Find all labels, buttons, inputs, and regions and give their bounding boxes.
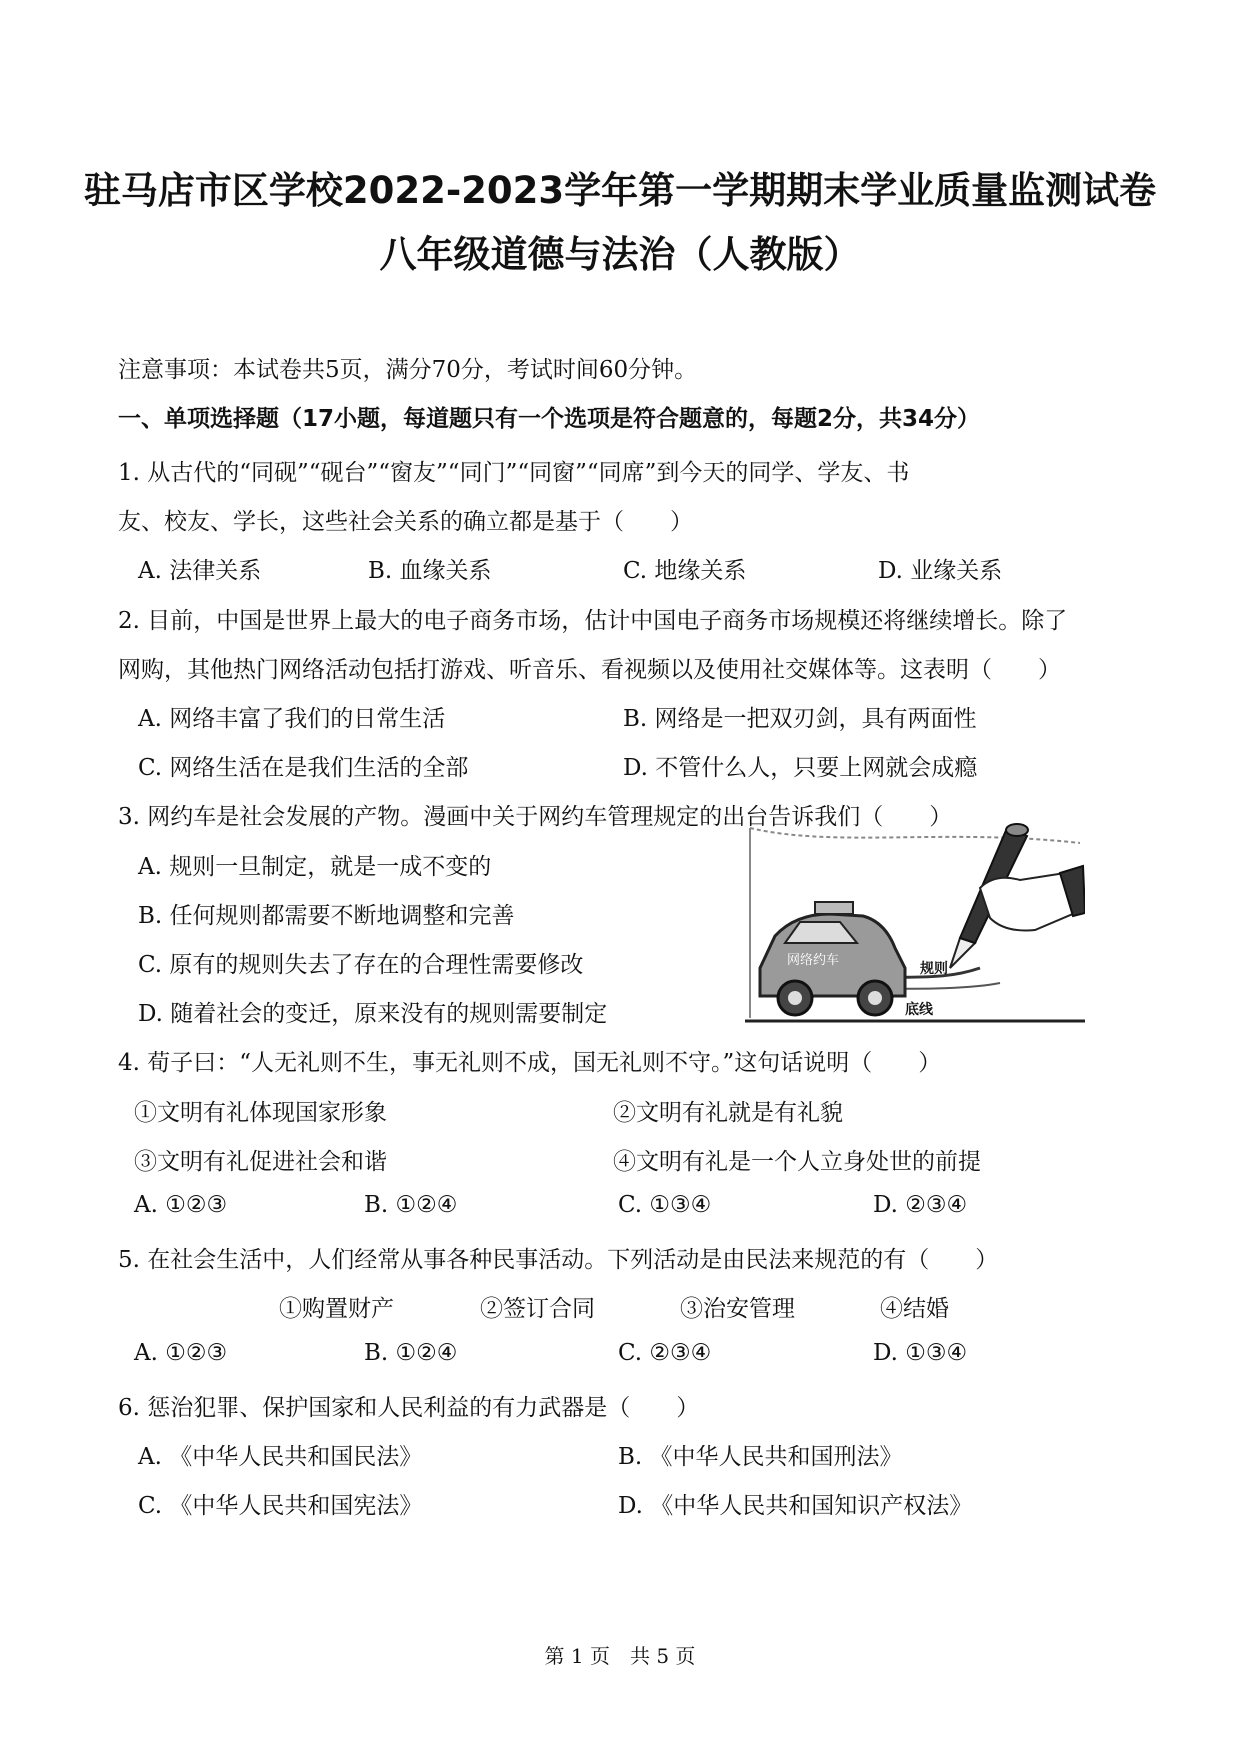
q4-statement-3: ③文明有礼促进社会和谐 (134, 1149, 387, 1175)
q1-option-d: D. 业缘关系 (878, 558, 1003, 584)
q5-statement-1: ①购置财产 (279, 1296, 394, 1322)
notice-text: 注意事项：本试卷共5页，满分70分，考试时间60分钟。 (118, 357, 698, 383)
q6-option-b: B. 《中华人民共和国刑法》 (618, 1444, 903, 1470)
q3-option-d: D. 随着社会的变迁，原来没有的规则需要制定 (138, 1001, 608, 1027)
q6-stem: 6. 惩治犯罪、保护国家和人民利益的有力武器是（ ） (118, 1395, 700, 1421)
q3-option-c: C. 原有的规则失去了存在的合理性需要修改 (138, 952, 584, 978)
q2-stem-line1: 2. 目前，中国是世界上最大的电子商务市场，估计中国电子商务市场规模还将继续增长。除了 (118, 608, 1068, 634)
q5-stem: 5. 在社会生活中，人们经常从事各种民事活动。下列活动是由民法来规范的有（ ） (118, 1247, 999, 1273)
q4-option-b: B. ①②④ (364, 1192, 458, 1218)
q2-option-a: A. 网络丰富了我们的日常生活 (138, 706, 446, 732)
q5-option-c: C. ②③④ (618, 1340, 712, 1366)
exam-subtitle: 八年级道德与法治（人教版） (379, 233, 861, 276)
page-footer: 第 1 页 共 5 页 (544, 1644, 696, 1668)
q5-option-b: B. ①②④ (364, 1340, 458, 1366)
q5-option-d: D. ①③④ (873, 1340, 968, 1366)
q4-option-d: D. ②③④ (873, 1192, 968, 1218)
q6-option-d: D. 《中华人民共和国知识产权法》 (618, 1493, 973, 1519)
q4-option-a: A. ①②③ (134, 1192, 228, 1218)
q3-option-b: B. 任何规则都需要不断地调整和完善 (138, 903, 515, 929)
q4-option-c: C. ①③④ (618, 1192, 712, 1218)
q2-stem-line2: 网购，其他热门网络活动包括打游戏、听音乐、看视频以及使用社交媒体等。这表明（ ） (118, 657, 1061, 683)
q5-statement-3: ③治安管理 (680, 1296, 795, 1322)
baseline-label: 底线 (905, 1002, 933, 1018)
q1-option-a: A. 法律关系 (138, 558, 262, 584)
q6-option-a: A. 《中华人民共和国民法》 (138, 1444, 423, 1470)
q1-option-c: C. 地缘关系 (623, 558, 747, 584)
q1-stem-line1: 1. 从古代的“同砚”“砚台”“窗友”“同门”“同窗”“同席”到今天的同学、学友、书 (118, 460, 910, 486)
q4-statement-4: ④文明有礼是一个人立身处世的前提 (613, 1149, 981, 1175)
q5-statement-4: ④结婚 (880, 1296, 949, 1322)
rule-label: 规则 (920, 961, 948, 977)
q1-stem-line2: 友、校友、学长，这些社会关系的确立都是基于（ ） (118, 509, 693, 535)
exam-title: 驻马店市区学校2022-2023学年第一学期期末学业质量监测试卷 (83, 169, 1157, 212)
q2-option-c: C. 网络生活在是我们生活的全部 (138, 755, 469, 781)
q4-stem: 4. 荀子曰：“人无礼则不生，事无礼则不成，国无礼则不守。”这句话说明（ ） (118, 1050, 942, 1076)
q1-option-b: B. 血缘关系 (368, 558, 492, 584)
cartoon-illustration (745, 818, 1085, 1026)
q2-option-b: B. 网络是一把双刃剑，具有两面性 (623, 706, 977, 732)
q3-stem: 3. 网约车是社会发展的产物。漫画中关于网约车管理规定的出台告诉我们（ ） (118, 804, 953, 830)
car-label: 网络约车 (787, 953, 840, 968)
q5-option-a: A. ①②③ (134, 1340, 228, 1366)
q4-statement-1: ①文明有礼体现国家形象 (134, 1100, 387, 1126)
q5-statement-2: ②签订合同 (480, 1296, 595, 1322)
q6-option-c: C. 《中华人民共和国宪法》 (138, 1493, 423, 1519)
section-heading: 一、单项选择题（17小题，每道题只有一个选项是符合题意的，每题2分，共34分） (118, 406, 981, 432)
q2-option-d: D. 不管什么人，只要上网就会成瘾 (623, 755, 978, 781)
car-icon (760, 902, 905, 1015)
q3-option-a: A. 规则一旦制定，就是一成不变的 (138, 854, 492, 880)
q4-statement-2: ②文明有礼就是有礼貌 (613, 1100, 843, 1126)
